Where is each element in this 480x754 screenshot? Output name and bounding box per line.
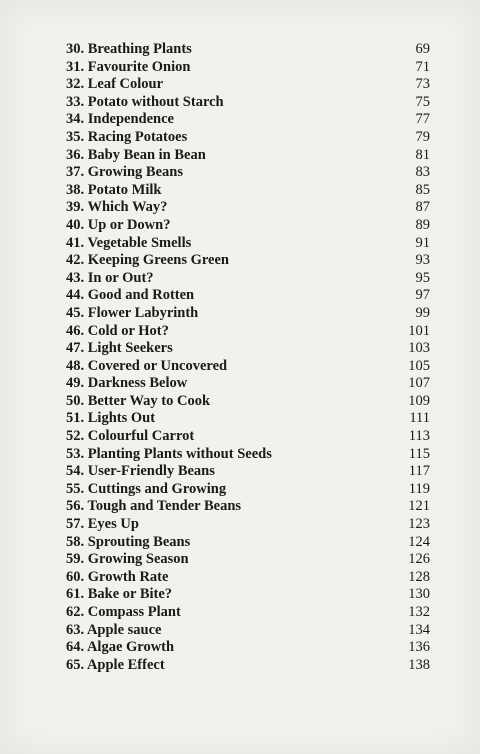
toc-entry-title: 36. Baby Bean in Bean xyxy=(66,146,206,163)
toc-entry-title: 48. Covered or Uncovered xyxy=(66,357,228,374)
toc-entry-page: 101 xyxy=(408,322,430,339)
toc-entry-page: 77 xyxy=(415,111,430,128)
toc-entry-page: 105 xyxy=(408,357,430,374)
toc-entry-page: 132 xyxy=(408,604,430,620)
toc-entry-page: 130 xyxy=(408,586,430,603)
toc-entry xyxy=(66,481,430,499)
toc-entry-title: 63. Apple sauce xyxy=(66,621,162,638)
toc-entry xyxy=(66,59,430,77)
toc-entry-title: 45. Flower Labyrinth xyxy=(66,304,199,321)
toc-entry-title: 53. Planting Plants without Seeds xyxy=(66,445,272,462)
toc-entry-page: 89 xyxy=(415,216,430,233)
toc-entry-page: 75 xyxy=(415,93,430,110)
toc-entry-page: 93 xyxy=(415,252,430,269)
toc-entry-page: 128 xyxy=(408,568,430,585)
toc-entry-title: 54. User-Friendly Beans xyxy=(66,463,215,480)
toc-entry-title: 61. Bake or Bite? xyxy=(66,586,173,603)
toc-entry xyxy=(66,516,430,534)
toc-entry xyxy=(66,94,430,112)
toc-entry-title: 57. Eyes Up xyxy=(66,516,139,533)
toc-entry-page: 107 xyxy=(408,375,430,392)
toc-entry-page: 81 xyxy=(415,146,430,163)
toc-entry xyxy=(66,375,430,393)
toc-entry-page: 117 xyxy=(408,463,430,480)
table-of-contents xyxy=(66,41,430,674)
toc-entry-title: 58. Sprouting Beans xyxy=(66,533,191,550)
toc-entry-title: 49. Darkness Below xyxy=(66,375,188,392)
toc-entry-title: 33. Potato without Starch xyxy=(66,93,224,110)
toc-entry xyxy=(66,305,430,323)
toc-entry-title: 50. Better Way to Cook xyxy=(66,392,211,409)
toc-entry-title: 59. Growing Season xyxy=(66,551,189,568)
toc-entry xyxy=(66,639,430,657)
toc-entry-title: 62. Compass Plant xyxy=(66,604,181,620)
toc-entry xyxy=(66,129,430,147)
toc-entry xyxy=(66,428,430,446)
toc-entry xyxy=(66,252,430,270)
toc-entry-page: 119 xyxy=(408,480,430,497)
toc-entry-page: 134 xyxy=(408,621,430,638)
toc-entry-title: 35. Racing Potatoes xyxy=(66,128,188,145)
toc-entry xyxy=(66,622,430,640)
toc-entry-title: 39. Which Way? xyxy=(66,199,168,216)
toc-entry-title: 52. Colourful Carrot xyxy=(66,428,195,445)
toc-entry xyxy=(66,340,430,358)
toc-entry-page: 87 xyxy=(415,199,430,216)
toc-entry-title: 42. Keeping Greens Green xyxy=(66,252,229,269)
toc-entry-page: 113 xyxy=(408,428,430,445)
toc-entry-title: 34. Independence xyxy=(66,111,174,128)
toc-entry-page: 111 xyxy=(409,410,430,427)
toc-entry-title: 51. Lights Out xyxy=(66,410,156,427)
toc-entry xyxy=(66,586,430,604)
toc-entry xyxy=(66,604,430,622)
toc-entry-page: 79 xyxy=(415,128,430,145)
toc-entry-title: 43. In or Out? xyxy=(66,269,154,286)
toc-entry xyxy=(66,270,430,288)
toc-entry-title: 30. Breathing Plants xyxy=(66,41,192,57)
toc-entry xyxy=(66,41,430,59)
toc-entry xyxy=(66,446,430,464)
toc-entry-title: 32. Leaf Colour xyxy=(66,76,164,93)
toc-entry xyxy=(66,217,430,235)
toc-entry-title: 65. Apple Effect xyxy=(66,656,165,673)
toc-entry-title: 47. Light Seekers xyxy=(66,340,173,357)
toc-entry-title: 37. Growing Beans xyxy=(66,164,183,181)
toc-entry xyxy=(66,569,430,587)
toc-entry xyxy=(66,76,430,94)
toc-entry-page: 103 xyxy=(408,340,430,357)
toc-entry xyxy=(66,393,430,411)
toc-entry xyxy=(66,657,430,675)
toc-entry-page: 97 xyxy=(415,287,430,304)
toc-entry xyxy=(66,111,430,129)
toc-entry-page: 138 xyxy=(408,656,430,673)
toc-entry xyxy=(66,199,430,217)
toc-entry-page: 83 xyxy=(415,164,430,181)
toc-entry-page: 99 xyxy=(415,304,430,321)
toc-entry xyxy=(66,147,430,165)
toc-entry xyxy=(66,323,430,341)
toc-entry xyxy=(66,410,430,428)
toc-entry xyxy=(66,534,430,552)
toc-entry-page: 115 xyxy=(408,445,430,462)
toc-entry-title: 31. Favourite Onion xyxy=(66,58,191,75)
toc-entry-title: 46. Cold or Hot? xyxy=(66,322,169,339)
toc-entry-page: 73 xyxy=(415,76,430,93)
toc-entry-page: 109 xyxy=(408,392,430,409)
toc-entry-page: 91 xyxy=(415,234,430,251)
toc-entry-page: 121 xyxy=(408,498,430,515)
toc-entry-title: 38. Potato Milk xyxy=(66,181,162,198)
toc-entry xyxy=(66,235,430,253)
toc-entry-page: 69 xyxy=(415,41,430,57)
toc-entry-title: 56. Tough and Tender Beans xyxy=(66,498,242,515)
toc-entry-page: 71 xyxy=(415,58,430,75)
toc-entry xyxy=(66,182,430,200)
toc-entry-title: 55. Cuttings and Growing xyxy=(66,480,227,497)
toc-entry-title: 64. Algae Growth xyxy=(66,639,175,656)
toc-entry-page: 124 xyxy=(408,533,430,550)
toc-entry-page: 123 xyxy=(408,516,430,533)
toc-entry-title: 41. Vegetable Smells xyxy=(66,234,192,251)
toc-entry xyxy=(66,551,430,569)
toc-entry xyxy=(66,164,430,182)
toc-entry-title: 44. Good and Rotten xyxy=(66,287,195,304)
toc-entry-page: 85 xyxy=(415,181,430,198)
toc-entry-page: 136 xyxy=(408,639,430,656)
toc-entry xyxy=(66,358,430,376)
toc-entry xyxy=(66,287,430,305)
toc-entry-title: 40. Up or Down? xyxy=(66,216,171,233)
toc-entry-title: 60. Growth Rate xyxy=(66,568,169,585)
toc-entry-page: 95 xyxy=(415,269,430,286)
toc-entry xyxy=(66,463,430,481)
toc-entry xyxy=(66,498,430,516)
toc-entry-page: 126 xyxy=(408,551,430,568)
